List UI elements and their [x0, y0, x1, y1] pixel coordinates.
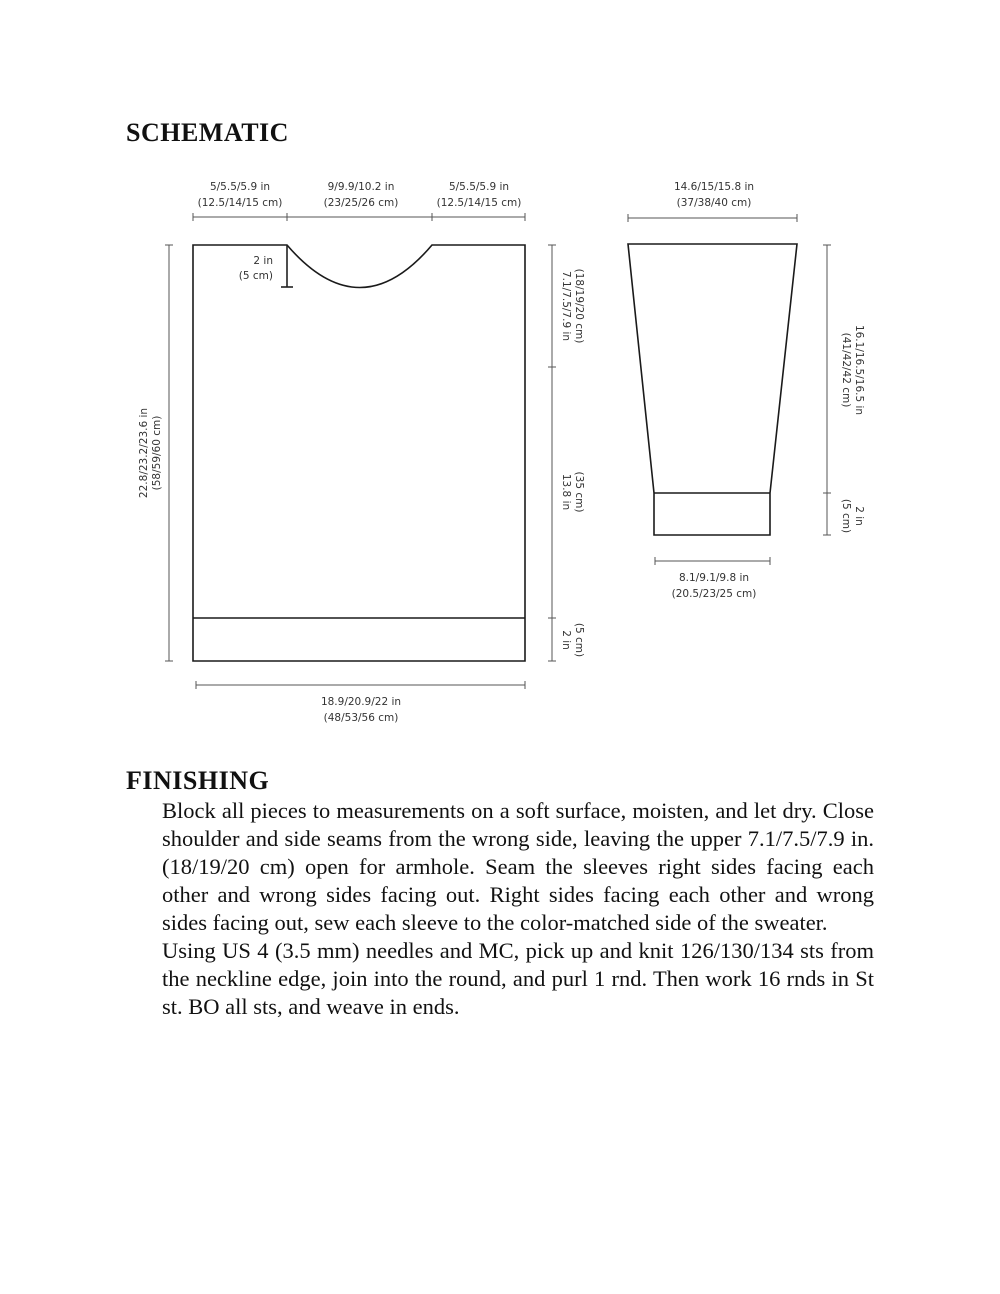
cuff-width-cm: (20.5/23/25 cm) [671, 588, 757, 600]
shoulder-right-in: 5/5.5/5.9 in [448, 181, 510, 193]
total-length-cm: (58/59/60 cm) [151, 415, 163, 491]
body-length-cm: (35 cm) [573, 471, 585, 513]
body-piece [138, 181, 585, 724]
neck-width-cm: (23/25/26 cm) [323, 197, 399, 209]
sleeve-length-cm: (41/42/42 cm) [840, 332, 852, 408]
neck-depth-cm: (5 cm) [238, 270, 273, 282]
sleeve-top-width-cm: (37/38/40 cm) [676, 197, 752, 209]
finishing-instructions [162, 797, 874, 1021]
sleeve-cuff-cm: (5 cm) [840, 498, 852, 534]
body-length-in: 13.8 in [560, 473, 572, 511]
body-outline [193, 245, 525, 661]
sleeve-piece [628, 181, 865, 600]
sleeve-top-width-in: 14.6/15/15.8 in [673, 181, 755, 193]
shoulder-left-cm: (12.5/14/15 cm) [197, 197, 283, 209]
shoulder-right-cm: (12.5/14/15 cm) [436, 197, 522, 209]
cuff-width-in: 8.1/9.1/9.8 in [678, 572, 750, 584]
neck-depth-in: 2 in [253, 255, 273, 267]
finishing-heading: FINISHING [126, 766, 270, 795]
ribbing-cm: (5 cm) [573, 622, 585, 658]
width-cm: (48/53/56 cm) [323, 712, 399, 724]
sleeve-cuff-in: 2 in [853, 506, 865, 526]
sleeve-length-in: 16.1/16.5/16.5 in [853, 324, 865, 416]
total-length-in: 22.8/23.2/23.6 in [138, 407, 150, 499]
finishing-paragraph: Block all pieces to measurements on a soft surface, moisten, and let dry. Close shoulder and side seams from the wrong side, leaving the upper 7.1/7.5/7.9 in. (18/19/20 cm) open for armhole. Seam the sleeves right sides facing each other and wrong sides facing out. Right sides facing each other and wrong sides facing out, sew each sleeve to the color-matched side of the sweater. [162, 798, 874, 935]
finishing-paragraph: Using US 4 (3.5 mm) needles and MC, pick up and knit 126/130/134 sts from the neckline edge, join into the round, and purl 1 rnd. Then work 16 rnds in St st. BO all sts, and weave in ends. [162, 938, 874, 1019]
ribbing-in: 2 in [560, 630, 572, 650]
sleeve-outline [628, 244, 797, 535]
neck-width-in: 9/9.9/10.2 in [327, 181, 395, 193]
armhole-in: 7.1/7.5/7.9 in [560, 270, 572, 342]
shoulder-left-in: 5/5.5/5.9 in [209, 181, 271, 193]
armhole-cm: (18/19/20 cm) [573, 268, 585, 344]
schematic-heading: SCHEMATIC [126, 118, 289, 147]
width-in: 18.9/20.9/22 in [320, 696, 402, 708]
